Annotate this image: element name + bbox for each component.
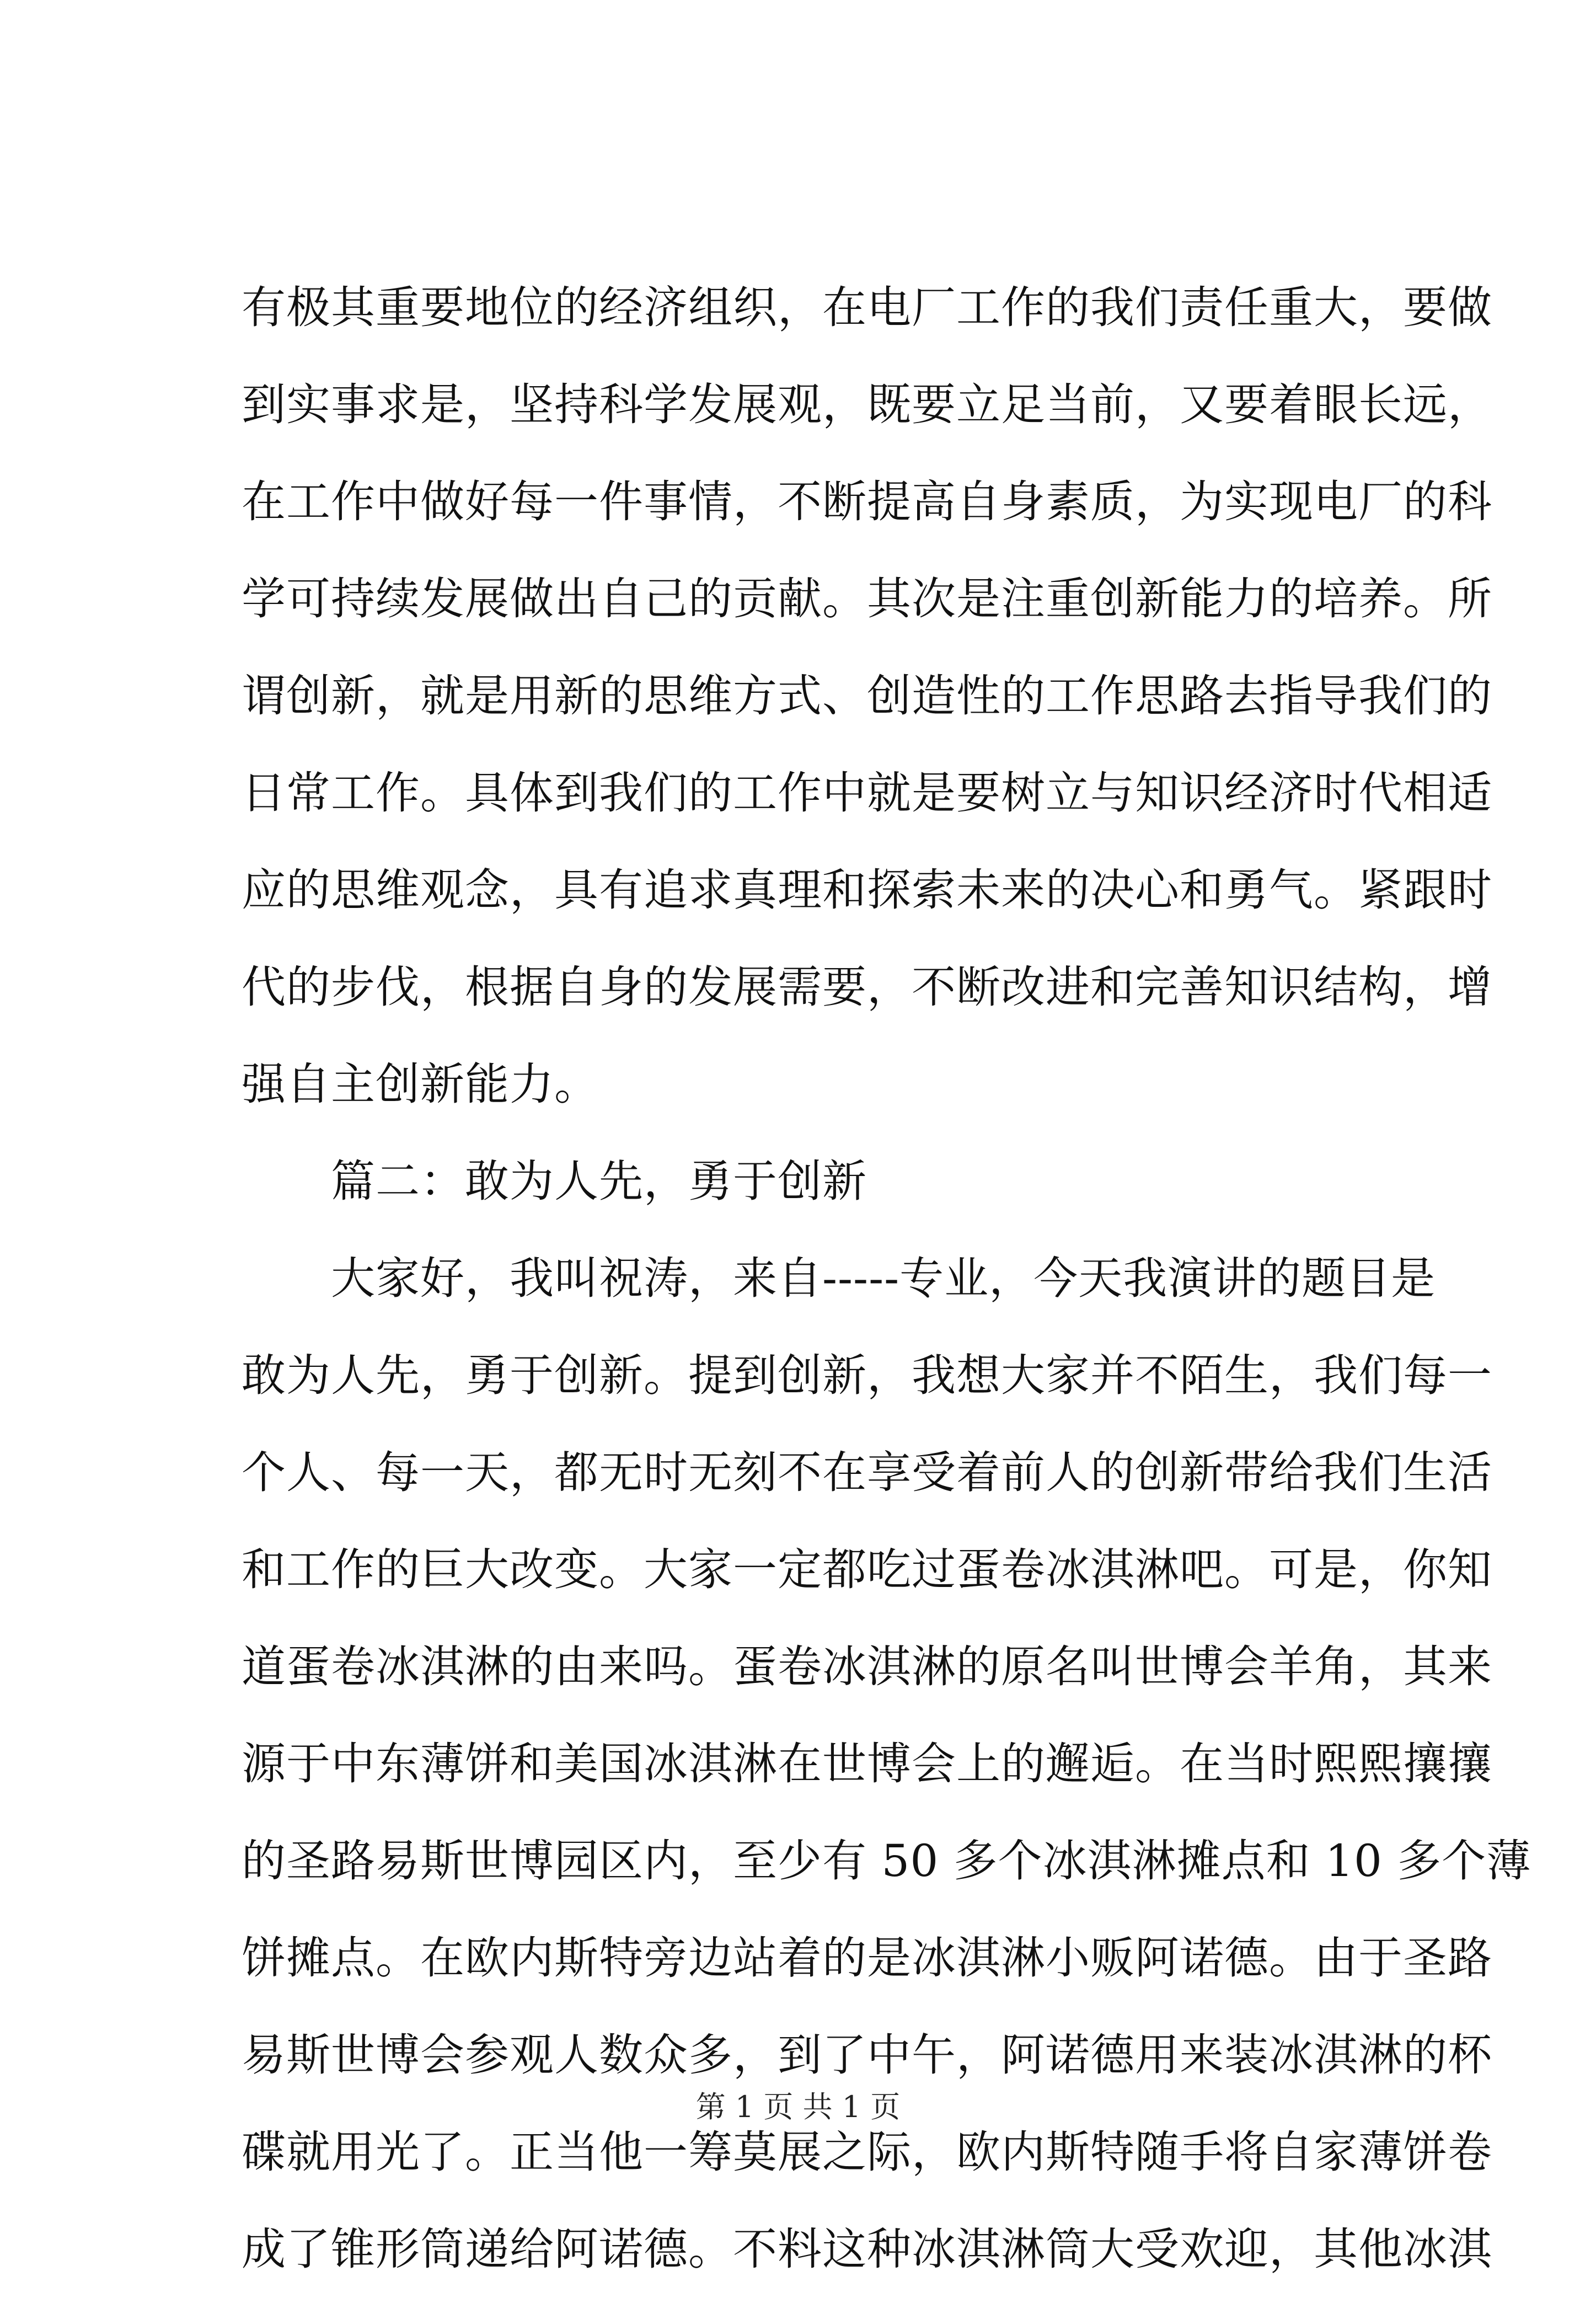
text-line: 易斯世博会参观人数众多，到了中午，阿诺德用来装冰淇淋的杯 bbox=[242, 2029, 1492, 2081]
page-number-footer: 第 1 页 共 1 页 bbox=[695, 2089, 901, 2124]
section-heading: 篇二：敢为人先，勇于创新 bbox=[242, 1156, 867, 1207]
text-line: 成了锥形筒递给阿诺德。不料这种冰淇淋筒大受欢迎，其他冰淇 bbox=[242, 2224, 1492, 2275]
text-line: 大家好，我叫祝涛，来自-----专业，今天我演讲的题目是 bbox=[242, 1253, 1436, 1304]
text-line: 的圣路易斯世博园区内，至少有 50 多个冰淇淋摊点和 10 多个薄 bbox=[242, 1835, 1531, 1887]
text-line: 学可持续发展做出自己的贡献。其次是注重创新能力的培养。所 bbox=[242, 573, 1492, 624]
text-line: 在工作中做好每一件事情，不断提高自身素质，为实现电厂的科 bbox=[242, 476, 1492, 527]
text-line: 源于中东薄饼和美国冰淇淋在世博会上的邂逅。在当时熙熙攘攘 bbox=[242, 1738, 1492, 1789]
text-line: 道蛋卷冰淇淋的由来吗。蛋卷冰淇淋的原名叫世博会羊角，其来 bbox=[242, 1641, 1492, 1692]
text-line: 到实事求是，坚持科学发展观，既要立足当前，又要着眼长远， bbox=[242, 379, 1492, 430]
text-line: 日常工作。具体到我们的工作中就是要树立与知识经济时代相适 bbox=[242, 767, 1492, 819]
text-line: 碟就用光了。正当他一筹莫展之际，欧内斯特随手将自家薄饼卷 bbox=[242, 2126, 1492, 2178]
text-line: 谓创新，就是用新的思维方式、创造性的工作思路去指导我们的 bbox=[242, 670, 1492, 722]
text-line: 敢为人先，勇于创新。提到创新，我想大家并不陌生，我们每一 bbox=[242, 1350, 1492, 1401]
text-line: 和工作的巨大改变。大家一定都吃过蛋卷冰淇淋吧。可是，你知 bbox=[242, 1544, 1492, 1595]
document-body bbox=[242, 259, 1531, 2298]
text-line: 饼摊点。在欧内斯特旁边站着的是冰淇淋小贩阿诺德。由于圣路 bbox=[242, 1932, 1492, 1984]
text-line: 有极其重要地位的经济组织，在电厂工作的我们责任重大，要做 bbox=[242, 282, 1492, 333]
text-line: 强自主创新能力。 bbox=[242, 1059, 599, 1110]
text-line: 个人、每一天，都无时无刻不在享受着前人的创新带给我们生活 bbox=[242, 1447, 1492, 1498]
text-line: 应的思维观念，具有追求真理和探索未来的决心和勇气。紧跟时 bbox=[242, 864, 1492, 916]
text-line: 代的步伐，根据自身的发展需要，不断改进和完善知识结构，增 bbox=[242, 961, 1492, 1013]
